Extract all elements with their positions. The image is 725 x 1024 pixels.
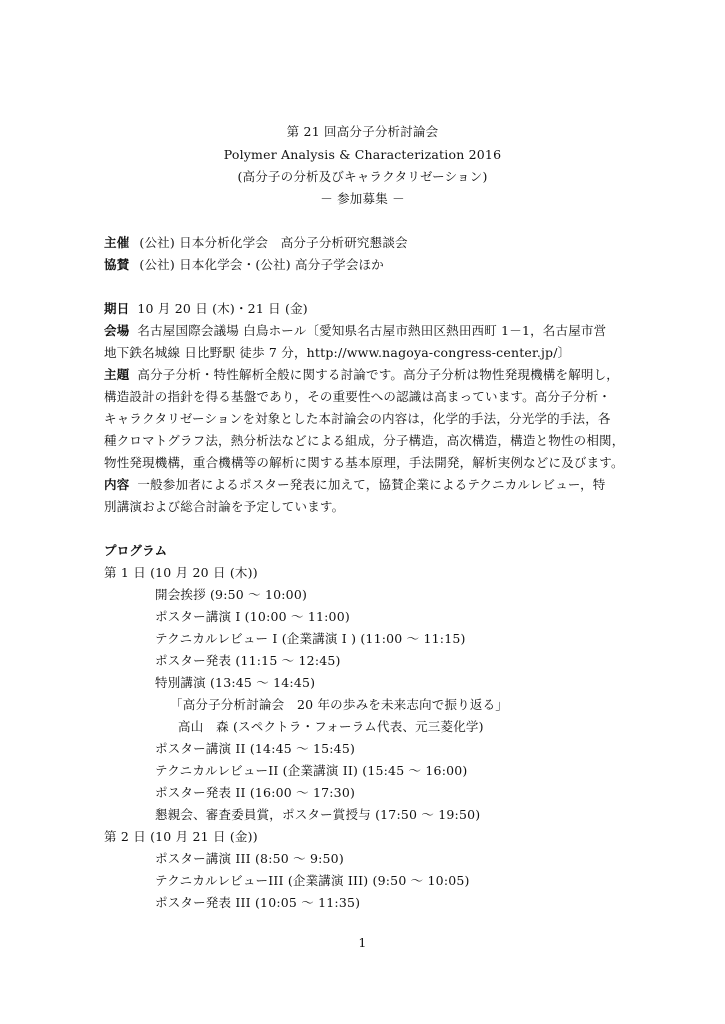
- content-label: 内容: [104, 477, 130, 492]
- program-item: 開会挨拶 (9:50 ～ 10:00): [155, 587, 308, 602]
- program-item: ポスター発表 (11:15 ～ 12:45): [155, 653, 341, 668]
- title-english: Polymer Analysis & Characterization 2016: [223, 147, 502, 162]
- host-row: [104, 232, 408, 254]
- special-lecture-speaker: 高山 森 (スペクトラ・フォーラム代表、元三菱化学): [178, 719, 484, 734]
- support-text: (公社) 日本化学会・(公社) 高分子学会ほか: [139, 257, 384, 272]
- program-item: 懇親会、審査委員賞，ポスター賞授与 (17:50 ～ 19:50): [155, 807, 481, 822]
- call-for-participation: － 参加募集 －: [320, 191, 405, 206]
- subtitle: (高分子の分析及びキャラクタリゼーション): [237, 169, 488, 184]
- date-row: [104, 298, 308, 320]
- content-line-2: 別講演および総合討論を予定しています。: [104, 499, 345, 514]
- program-item: テクニカルレビューIII (企業講演 III) (9:50 ～ 10:05): [155, 873, 470, 888]
- program-item: テクニカルレビュー I (企業講演 I ) (11:00 ～ 11:15): [155, 631, 466, 646]
- title-japanese: 第 21 回高分子分析討論会: [286, 124, 439, 139]
- day1-title: 第 1 日 (10 月 20 日 (木)): [104, 565, 258, 580]
- theme-line: キャラクタリゼーションを対象とした本討論会の内容は，化学的手法，分光学的手法，各: [104, 411, 611, 426]
- program-item: ポスター講演 I (10:00 ～ 11:00): [155, 609, 350, 624]
- support-row: [104, 254, 384, 276]
- date-label: 期日: [104, 301, 130, 316]
- program-item: テクニカルレビューII (企業講演 II) (15:45 ～ 16:00): [155, 763, 468, 778]
- page-number: 1: [358, 935, 367, 950]
- venue-line-2: 地下鉄名城線 日比野駅 徒歩 7 分，http://www.nagoya-congress-center.jp/〕: [104, 345, 571, 360]
- host-label: 主催: [104, 235, 130, 250]
- support-label: 協賛: [104, 257, 130, 272]
- program-item: ポスター講演 III (8:50 ～ 9:50): [155, 851, 344, 866]
- theme-line: 種クロマトグラフ法，熱分析法などによる組成，分子構造，高次構造，構造と物性の相関，: [104, 433, 625, 448]
- content-line-1: 一般参加者によるポスター発表に加えて，協賛企業によるテクニカルレビュー，特: [137, 477, 606, 492]
- program-item: ポスター発表 III (10:05 ～ 11:35): [155, 895, 361, 910]
- date-text: 10 月 20 日 (木)・21 日 (金): [137, 301, 308, 316]
- special-lecture-title: 「高分子分析討論会 20 年の歩みを未来志向で振り返る」: [170, 697, 508, 712]
- venue-row: [104, 320, 606, 342]
- program-item: ポスター発表 II (16:00 ～ 17:30): [155, 785, 356, 800]
- content-row: [104, 474, 606, 496]
- theme-row: [104, 364, 619, 386]
- theme-label: 主題: [104, 367, 130, 382]
- program-title: プログラム: [104, 543, 168, 558]
- theme-line: 構造設計の指針を得る基盤であり，その重要性への認識は高まっています。高分子分析・: [104, 389, 612, 404]
- venue-line-1: 名古屋国際会議場 白鳥ホール〔愛知県名古屋市熱田区熱田西町 1－1，名古屋市営: [137, 323, 607, 338]
- host-text: (公社) 日本分析化学会 高分子分析研究懇談会: [139, 235, 408, 250]
- theme-line: 高分子分析・特性解析全般に関する討論です。高分子分析は物性発現機構を解明し，: [137, 367, 620, 382]
- venue-label: 会場: [104, 323, 130, 338]
- theme-line: 物性発現機構，重合機構等の解析に関する基本原理，手法開発，解析実例などに及びます。: [104, 455, 624, 470]
- day2-title: 第 2 日 (10 月 21 日 (金)): [104, 829, 258, 844]
- program-item: 特別講演 (13:45 ～ 14:45): [155, 675, 316, 690]
- program-item: ポスター講演 II (14:45 ～ 15:45): [155, 741, 356, 756]
